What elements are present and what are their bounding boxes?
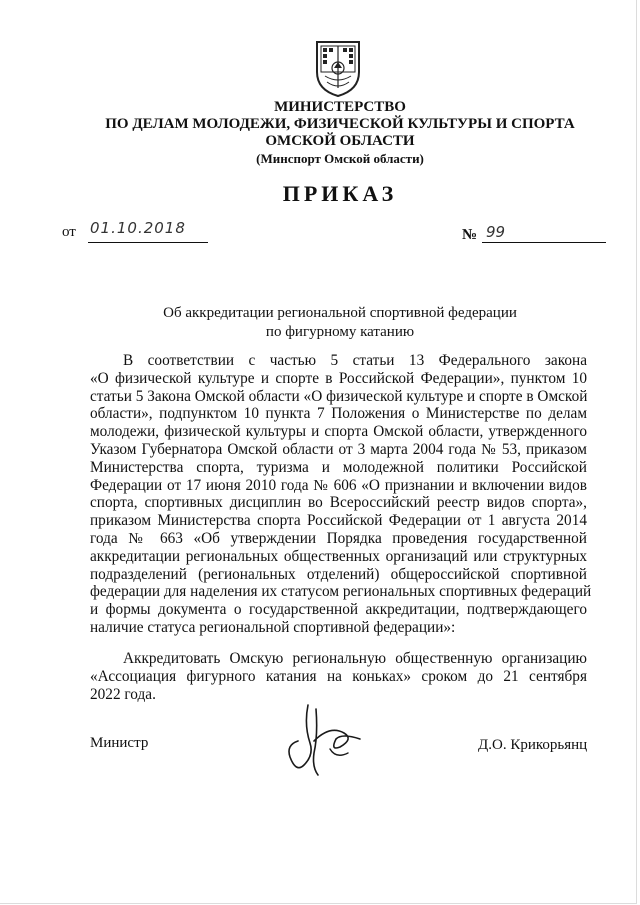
ministry-header: [100, 99, 580, 167]
document-type-title: ПРИКАЗ: [282, 181, 398, 206]
body-line: наличие статуса региональной спортивной федерации»:: [90, 618, 456, 636]
decision-line: 2022 года.: [90, 685, 156, 703]
body-line: области», подпунктом 10 пункта 7 Положения о Министерстве по делам: [90, 405, 587, 423]
body-line: и формы документа о государственной аккредитации, подтверждающего: [90, 601, 587, 619]
body-line: года № 663 «Об утверждении Порядка проведения государственной: [90, 529, 587, 547]
date-value: 01.10.2018: [90, 219, 186, 237]
number-value: 99: [486, 223, 506, 241]
signatory-name: Д.О. Крикорьянц: [478, 737, 588, 753]
subject-line: по фигурному катанию: [265, 324, 415, 340]
subject-line: Об аккредитации региональной спортивной федерации: [163, 305, 517, 321]
body-line: подразделений (региональных отделений) общероссийской спортивной: [90, 565, 587, 583]
ministry-name-line1: МИНИСТЕРСТВО: [274, 99, 406, 115]
ministry-name-line2: ПО ДЕЛАМ МОЛОДЕЖИ, ФИЗИЧЕСКОЙ КУЛЬТУРЫ И СПОРТА: [105, 116, 575, 132]
body-line: молодежи, физической культуры и спорта Омской области, утвержденного: [90, 423, 587, 441]
body-line: приказом Министерства спорта Российской Федерации от 1 августа 2014: [90, 512, 587, 530]
signature-image: [270, 695, 370, 785]
ministry-abbreviation: (Минспорт Омской области): [256, 151, 424, 166]
order-subject: [150, 304, 530, 342]
body-line: аккредитации региональных общественных организаций или структурных: [90, 547, 587, 565]
signatory-title: Министр: [90, 735, 149, 751]
body-line: федерации для наделения их статусом региональных спортивных федераций: [90, 583, 592, 601]
body-line: спорта, спортивных дисциплин во Всероссийский реестр видов спорта»,: [90, 494, 587, 512]
body-line: Указом Губернатора Омской области от 3 марта 2004 года № 53, приказом: [90, 440, 587, 458]
order-preamble: [90, 352, 592, 637]
decision-line: «Ассоциация фигурного катания на коньках» сроком до 21 сентября: [90, 667, 587, 685]
body-line: Федерации от 17 июня 2010 года № 606 «О признании и включении видов: [90, 476, 587, 494]
number-underline: [482, 242, 606, 243]
body-line: Министерства спорта, туризма и молодежной политики Российской: [90, 458, 587, 476]
body-line: В соответствии с частью 5 статьи 13 Федерального закона: [123, 352, 587, 369]
ministry-name-line3: ОМСКОЙ ОБЛАСТИ: [265, 133, 415, 149]
number-prefix: №: [462, 227, 478, 243]
decision-line: Аккредитовать Омскую региональную общественную организацию: [123, 650, 587, 667]
body-line: статьи 5 Закона Омской области «О физической культуре и спорте в Омской: [90, 387, 588, 405]
date-prefix: от: [62, 224, 76, 240]
coat-of-arms-icon: [313, 38, 363, 98]
body-line: «О физической культуре и спорте в Российской Федерации», пунктом 10: [90, 369, 587, 387]
date-underline: [88, 242, 208, 243]
